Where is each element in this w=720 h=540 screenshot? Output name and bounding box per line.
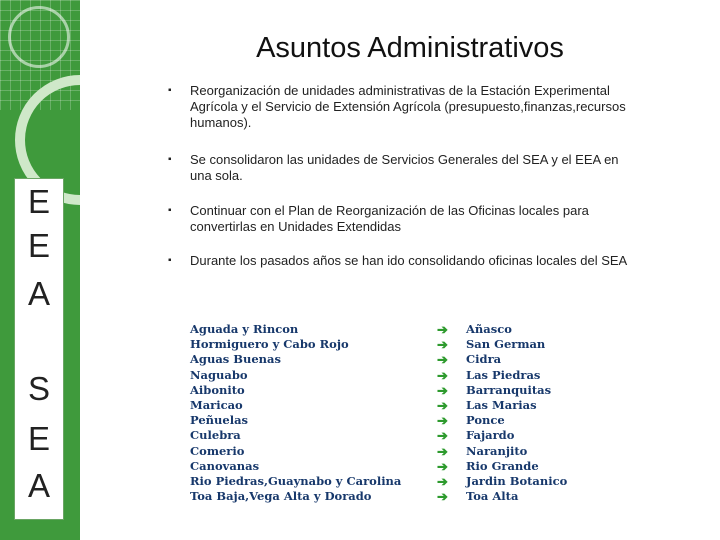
- arrow-icon: ➔: [437, 428, 448, 444]
- mapping-to: Las Marias: [466, 397, 537, 412]
- mapping-from: Aguas Buenas: [190, 352, 281, 367]
- bullet-marker: ▪: [168, 154, 172, 165]
- arrow-icon: ➔: [437, 443, 448, 459]
- side-letter: E: [27, 420, 50, 457]
- bullet-text: Continuar con el Plan de Reorganización de las Oficinas locales para convertirlas en Unidades Extendidas: [190, 203, 589, 234]
- mapping-from: Naguabo: [190, 367, 248, 382]
- mapping-from: Rio Piedras,Guaynabo y Carolina: [190, 473, 402, 488]
- side-letter: A: [27, 467, 50, 504]
- mapping-from: Culebra: [190, 428, 241, 443]
- mapping-arrow-column: [437, 322, 455, 504]
- sidebar-decoration: [0, 0, 80, 540]
- bullet-marker: ▪: [168, 205, 172, 216]
- arrow-icon: ➔: [437, 489, 448, 505]
- arrow-icon: ➔: [437, 397, 448, 413]
- arrow-icon: ➔: [437, 352, 448, 368]
- mapping-to: Jardin Botanico: [466, 473, 568, 488]
- arrow-icon: ➔: [437, 322, 448, 337]
- mapping-to: Ponce: [466, 413, 505, 428]
- arrow-icon: ➔: [437, 473, 448, 489]
- ring-decoration-small: [8, 6, 70, 68]
- mapping-from: Canovanas: [190, 458, 260, 473]
- mapping-to: San German: [466, 337, 546, 352]
- mapping-to: Las Piedras: [466, 367, 541, 382]
- mapping-to: Naranjito: [466, 443, 528, 458]
- mapping-from: Comerio: [190, 443, 245, 458]
- bullet-marker: ▪: [168, 85, 172, 96]
- arrow-icon: ➔: [437, 413, 448, 429]
- mapping-to: Rio Grande: [466, 458, 539, 473]
- mapping-to: Toa Alta: [466, 489, 519, 504]
- mapping-to: Fajardo: [466, 428, 515, 443]
- mapping-to-column: [466, 322, 666, 504]
- side-letter: A: [27, 275, 50, 312]
- mapping-from: Toa Baja,Vega Alta y Dorado: [190, 489, 372, 504]
- mapping-from: Maricao: [190, 397, 243, 412]
- mapping-to: Barranquitas: [466, 382, 552, 397]
- side-letter: E: [27, 227, 50, 264]
- arrow-icon: ➔: [437, 367, 448, 383]
- mapping-from: Hormiguero y Cabo Rojo: [190, 337, 349, 352]
- mapping-to: Añasco: [466, 322, 512, 336]
- arrow-icon: ➔: [437, 382, 448, 398]
- arrow-icon: ➔: [437, 337, 448, 353]
- mapping-from-column: [190, 322, 430, 504]
- bullet-text: Se consolidaron las unidades de Servicios Generales del SEA y el EEA en una sola.: [190, 152, 619, 183]
- arrow-icon: ➔: [437, 458, 448, 474]
- bullet-text: Reorganización de unidades administrativas de la Estación Experimental Agrícola y el Servicio de Extensión Agrícola (presupuesto,finanzas,recursos humanos).: [190, 83, 626, 130]
- side-letter: S: [27, 370, 50, 407]
- side-letters-panel: [14, 178, 64, 520]
- side-letter: E: [27, 183, 50, 220]
- mapping-from: Aguada y Rincon: [190, 322, 299, 336]
- bullet-marker: ▪: [168, 255, 172, 266]
- bullet-text: Durante los pasados años se han ido consolidando oficinas locales del SEA: [190, 253, 628, 268]
- mapping-from: Peñuelas: [190, 413, 248, 428]
- mapping-from: Aibonito: [190, 382, 245, 397]
- slide-title: Asuntos Administrativos: [256, 32, 564, 64]
- mapping-to: Cidra: [466, 352, 502, 367]
